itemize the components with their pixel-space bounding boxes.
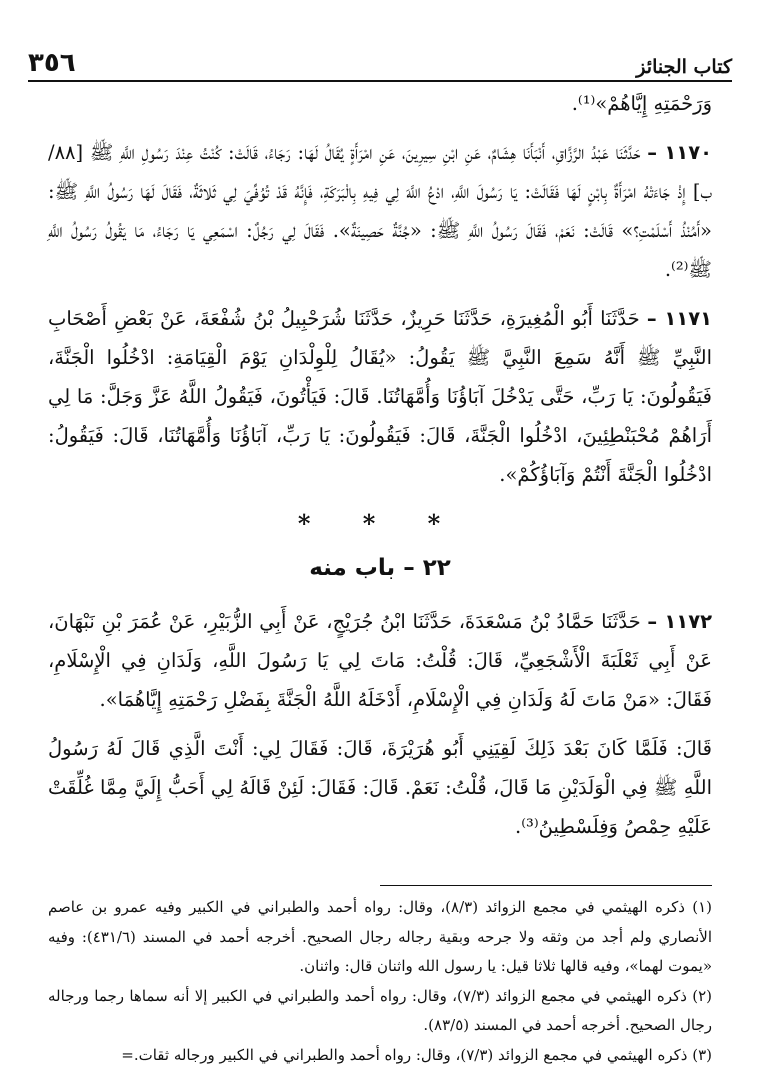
hadith-1170 xyxy=(48,133,712,289)
hadith-text: حَدَّثَنَا أَبُو الْمُغِيرَةِ، حَدَّثَنَا حَرِيزٌ، حَدَّثَنَا شُرَحْبِيلُ بْنُ شُفْعَةَ، عَنْ بَعْضِ أَصْحَابِ النَّبِيِّ ﷺ أَنَّهُ سَمِعَ النَّبِيَّ ﷺ يَقُولُ: «يُقَالُ لِلْوِلْدَانِ يَوْمَ الْقِيَامَةِ: ادْخُلُوا الْجَنَّةَ، فَيَقُولُونَ: يَا رَبِّ، حَتَّى يَدْخُلَ آبَاؤُنَا وَأُمَّهَاتُنَا. قَالَ: فَيَأْتُونَ، فَيَقُولُ اللَّهُ عَزَّ وَجَلَّ: مَا لِي أَرَاهُمْ مُحْبَنْطِئِينَ، ادْخُلُوا الْجَنَّةَ، قَالَ: فَيَقُولُونَ: يَا رَبِّ، آبَاؤُنَا وَأُمَّهَاتُنَا، قَالَ: فَيَقُولُ: ادْخُلُوا الْجَنَّةَ أَنْتُمْ وَآبَاؤُكُمْ». xyxy=(48,307,712,486)
footnote-3: (٣) ذكره الهيثمي في مجمع الزوائد (٧/٣)، وقال: رواه أحمد والطبراني في الكبير ورجاله ثقات.= xyxy=(121,1045,712,1064)
header-rule xyxy=(28,80,732,82)
chapter-title: ٢٢ – باب منه xyxy=(309,555,451,581)
main-text xyxy=(48,84,712,856)
page-number: ٣٥٦ xyxy=(28,48,76,78)
book-title: كتاب الجنائز xyxy=(636,56,732,78)
hadith-number: ١١٧١ – xyxy=(646,307,712,330)
hadith-1172 xyxy=(48,602,712,719)
footnote-rule xyxy=(380,885,712,886)
footnote-1: (١) ذكره الهيثمي في مجمع الزوائد (٨/٣)، وقال: رواه أحمد والطبراني في الكبير وفيه عمرو بن عاصم الأنصاري ولم أجد من وثقه ولا جرحه وبقية رجاله رجال الصحيح. أخرجه أحمد في المسند (٤٣١/٦): وفيه «يموت لهما»، وفيه قالها ثلاثا قيل: يا رسول الله واثنان قال: واثنان. xyxy=(48,898,712,975)
page-header xyxy=(28,42,732,78)
footnote-2: (٢) ذكره الهيثمي في مجمع الزوائد (٧/٣)، وقال: رواه أحمد والطبراني في الكبير إلا أنه سماها رجما ورجاله رجال الصحيح. أخرجه أحمد في المسند (٨٣/٥). xyxy=(48,986,712,1034)
hadith-text: حَدَّثَنَا حَمَّادُ بْنُ مَسْعَدَةَ، حَدَّثَنَا ابْنُ جُرَيْجٍ، عَنْ أَبِي الزُّبَيْرِ، عَنْ عُمَرَ بْنِ نَبْهَانَ، عَنْ أَبِي ثَعْلَبَةَ الْأَشْجَعِيِّ، قَالَ: قُلْتُ: مَاتَ لِي يَا رَسُولَ اللَّهِ، وَلَدَانِ فِي الْإِسْلَامِ، فَقَالَ: «مَنْ مَاتَ لَهُ وَلَدَانِ فِي الْإِسْلَامِ، أَدْخَلَهُ اللَّهُ الْجَنَّةَ بِفَضْلِ رَحْمَتِهِ إِيَّاهُمَا». xyxy=(48,610,712,711)
footnotes xyxy=(48,893,712,1070)
continuation-line: وَرَحْمَتِهِ إِيَّاهُمْ»⁽¹⁾. xyxy=(571,92,712,115)
section-separator-stars: * * * xyxy=(297,509,463,538)
hadith-number: ١١٧٠ – xyxy=(647,141,712,164)
hadith-number: ١١٧٢ – xyxy=(647,610,712,633)
hadith-text: قَالَ: فَلَمَّا كَانَ بَعْدَ ذَلِكَ لَقِيَنِي أَبُو هُرَيْرَةَ، قَالَ: فَقَالَ لِي: أَنْتَ الَّذِي قَالَ لَهُ رَسُولُ اللَّهِ ﷺ فِي الْوَلَدَيْنِ مَا قَالَ، قُلْتُ: نَعَمْ. قَالَ: فَقَالَ: لَئِنْ قَالَهُ لِي أَحَبُّ إِلَيَّ مِمَّا غُلِّقَتْ عَلَيْهِ حِمْصُ وَفِلَسْطِينُ⁽³⁾. xyxy=(48,737,712,838)
hadith-1171 xyxy=(48,299,712,494)
hadith-1172-continued xyxy=(48,729,712,846)
hadith-text: حَدَّثَنَا عَبْدُ الرَّزَّاقِ، أَنْبَأَنَا هِشَامٌ، عَنِ ابْنِ سِيرِينَ، عَنِ امْرَأَةٍ يُقَالُ لَهَا: رَجَاءُ، قَالَتْ: كُنْتُ عِنْدَ رَسُولِ اللَّهِ ﷺ [٨٨/ب] إِذْ جَاءَتْهُ امْرَأَةٌ بِابْنٍ لَهَا فَقَالَتْ: يَا رَسُولَ اللَّهِ، ادْعُ اللَّهَ لِي فِيهِ بِالْبَرَكَةِ، فَإِنَّهُ قَدْ تُوُفِّيَ لِي ثَلاثَةٌ، فَقَالَ لَهَا رَسُولُ اللَّهِ ﷺ: «أَمُنْذُ أَسْلَمْتِ؟» قَالَتْ: نَعَمْ، فَقَالَ رَسُولُ اللَّهِ ﷺ: «جُنَّةٌ حَصِينَةٌ». فَقَالَ لِي رَجُلٌ: اسْمَعِي يَا رَجَاءُ، مَا يَقُولُ رَسُولُ اللَّهِ ﷺ⁽²⁾. xyxy=(48,141,712,281)
